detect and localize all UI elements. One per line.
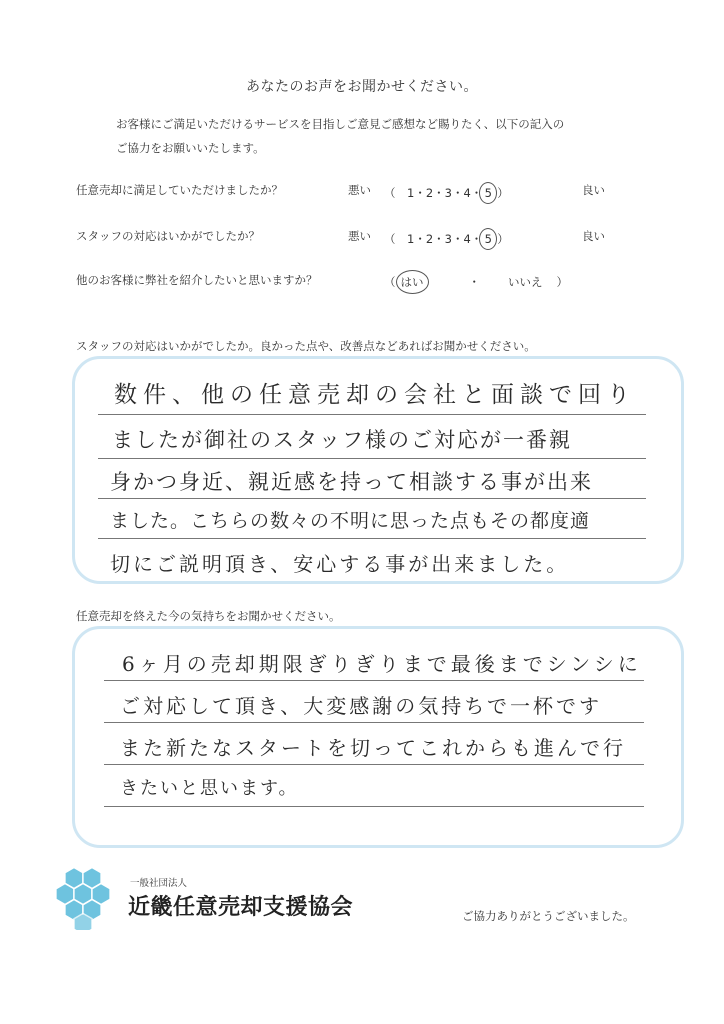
q3-yes-selected[interactable]: はい — [396, 270, 429, 294]
ruled-line — [104, 764, 644, 765]
question-2: スタッフの対応はいかがでしたか？ — [76, 229, 260, 243]
q3-answer — [384, 270, 568, 294]
q1-selected-rating[interactable]: 5 — [479, 182, 497, 204]
handwritten-line: また新たなスタートを切ってこれからも進んで行 — [120, 736, 626, 760]
q1-scale-text: （ 1・2・3・4・ — [384, 186, 483, 200]
org-name: 近畿任意売却支援協会 — [128, 895, 354, 920]
q2-good-label: 良い — [582, 229, 605, 243]
intro-text — [116, 112, 656, 160]
hexagon-logo-icon — [52, 868, 120, 930]
handwritten-line: きたいと思います。 — [120, 778, 299, 799]
q1-rating-scale — [384, 182, 509, 204]
ruled-line — [104, 680, 644, 681]
handwritten-line: ましたが御社のスタッフ様のご対応が一番親 — [112, 428, 572, 452]
question-1: 任意売却に満足していただけましたか？ — [76, 183, 283, 197]
ruled-line — [104, 722, 644, 723]
q2-bad-label: 悪い — [348, 229, 371, 243]
thanks-message: ご協力ありがとうございました。 — [462, 909, 635, 923]
q3-no-option[interactable]: いいえ — [508, 275, 543, 289]
q1-close: ） — [497, 186, 509, 200]
handwritten-line: 切にご説明頂き、安心する事が出来ました。 — [110, 552, 570, 576]
ruled-line — [98, 538, 646, 539]
page-title: あなたのお声をお聞かせください。 — [246, 79, 478, 95]
ruled-line — [98, 414, 646, 415]
intro-line-2: ご協力をお願いいたします。 — [116, 141, 265, 155]
feedback-2-prompt: 任意売却を終えた今の気持ちをお聞かせください。 — [76, 609, 341, 623]
ruled-line — [98, 458, 646, 459]
question-3: 他のお客様に弊社を紹介したいと思いますか？ — [76, 273, 318, 287]
org-type-label: 一般社団法人 — [130, 878, 188, 889]
handwritten-line: 数件、他の任意売却の会社と面談で回り — [114, 382, 636, 408]
q2-scale-text: （ 1・2・3・4・ — [384, 232, 483, 246]
handwritten-line: ご対応して頂き、大変感謝の気持ちで一杯です — [120, 694, 602, 718]
ruled-line — [98, 498, 646, 499]
intro-line-1: お客様にご満足いただけるサービスを目指しご意見ご感想など賜りたく、以下の記入の — [116, 117, 565, 131]
handwritten-line: 6ヶ月の売却期限ぎりぎりまで最後までシンシに — [122, 652, 642, 676]
q2-close: ） — [497, 232, 509, 246]
handwritten-line: ました。こちらの数々の不明に思った点もその都度適 — [110, 510, 591, 532]
q3-separator: ・ — [468, 275, 480, 289]
q1-good-label: 良い — [582, 183, 605, 197]
ruled-line — [104, 806, 644, 807]
q2-selected-rating[interactable]: 5 — [479, 228, 497, 250]
q3-close: ） — [556, 275, 568, 289]
q1-bad-label: 悪い — [348, 183, 371, 197]
handwritten-line: 身かつ身近、親近感を持って相談する事が出来 — [110, 470, 593, 494]
feedback-1-prompt: スタッフの対応はいかがでしたか。良かった点や、改善点などあればお聞かせください。 — [76, 339, 536, 353]
q2-rating-scale — [384, 228, 509, 250]
q3-open: （ — [384, 275, 396, 289]
